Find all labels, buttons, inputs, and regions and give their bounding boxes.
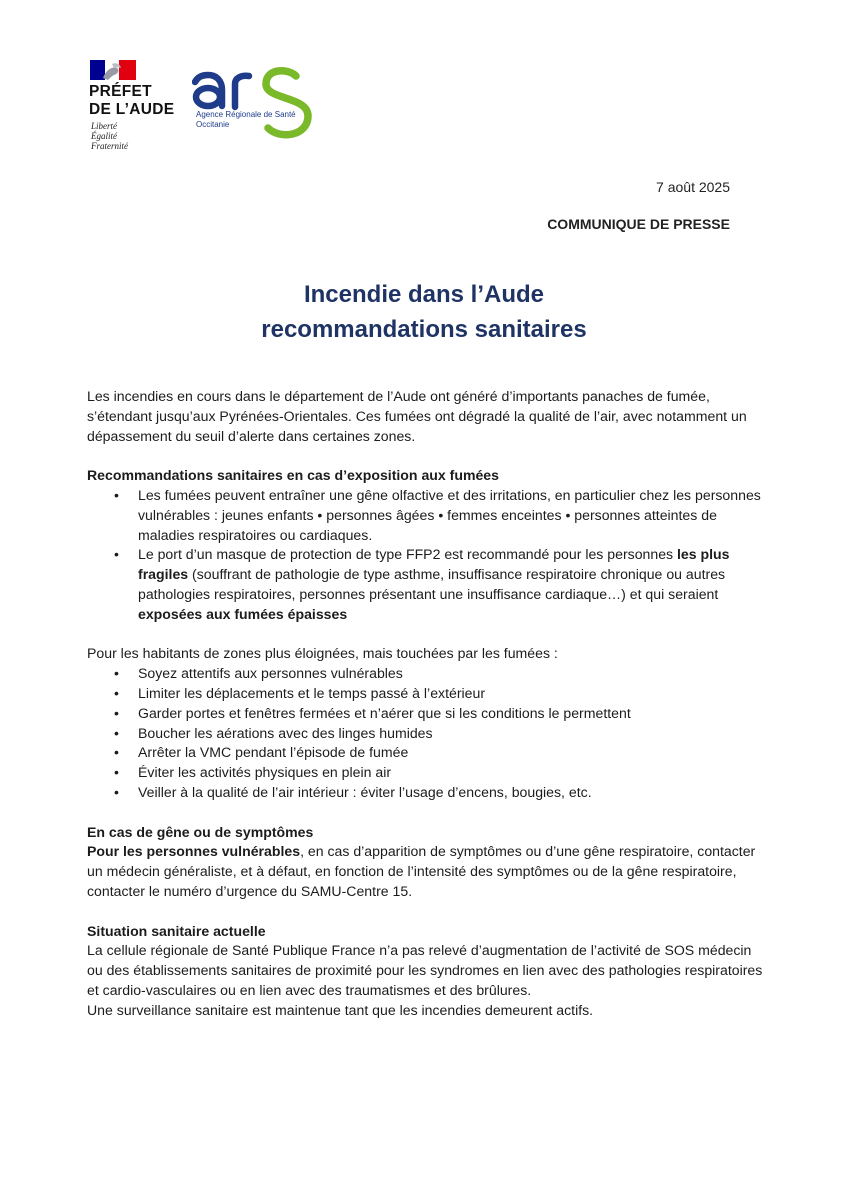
list-item bbox=[87, 486, 767, 545]
list-item-text: Garder portes et fenêtres fermées et n’aérer que si les conditions le permettent bbox=[138, 704, 631, 721]
list-item-emphasis: exposées aux fumées épaisses bbox=[138, 605, 348, 622]
prefet-title-line1: PRÉFET bbox=[89, 83, 152, 100]
list-item bbox=[87, 545, 767, 624]
bullet-icon: • bbox=[114, 546, 119, 563]
list-item bbox=[87, 763, 767, 783]
list-item bbox=[87, 743, 767, 763]
list-item bbox=[87, 704, 767, 724]
bullet-icon: • bbox=[114, 684, 119, 701]
section-heading-health-situation: Situation sanitaire actuelle bbox=[87, 922, 266, 939]
ars-logo bbox=[192, 62, 320, 142]
devise-fraternite: Fraternité bbox=[91, 141, 128, 151]
list-item-text: (souffrant de pathologie de type asthme, insuffisance respiratoire chronique ou autres pathologies respiratoires, personnes présentant une insuffisance cardiaque…) et qui seraient bbox=[138, 566, 726, 602]
press-release-body bbox=[87, 387, 767, 1021]
list-item bbox=[87, 664, 767, 684]
bullet-icon: • bbox=[114, 704, 119, 721]
symptoms-paragraph bbox=[87, 842, 767, 901]
bullet-icon: • bbox=[114, 744, 119, 761]
recommendations-list bbox=[87, 486, 767, 625]
list-item-text: Arrêter la VMC pendant l’épisode de fumée bbox=[138, 744, 409, 761]
ars-region-name: Occitanie bbox=[196, 120, 230, 129]
symptoms-lead: Pour les personnes vulnérables bbox=[87, 843, 301, 860]
list-item bbox=[87, 684, 767, 704]
section-heading-recommendations: Recommandations sanitaires en cas d’exposition aux fumées bbox=[87, 467, 499, 484]
list-item-text: Limiter les déplacements et le temps passé à l’extérieur bbox=[138, 684, 486, 701]
ars-agency-name: Agence Régionale de Santé bbox=[196, 110, 296, 119]
list-item-emphasis: les plus fragiles bbox=[138, 546, 730, 583]
press-release-label: COMMUNIQUE DE PRESSE bbox=[547, 216, 730, 232]
devise-liberte: Liberté bbox=[91, 121, 117, 131]
intro-paragraph: Les incendies en cours dans le département de l’Aude ont généré d’importants panaches de fumée, s’étendant jusqu’aux Pyrénées-Orientales. Ces fumées ont dégradé la qualité de l’air, avec notamment un dépassement du seuil d’alerte dans certaines zones. bbox=[87, 388, 747, 444]
document-title-line1: Incendie dans l’Aude bbox=[303, 281, 545, 308]
list-item-text: Les fumées peuvent entraîner une gêne olfactive et des irritations, en particulier chez les personnes vulnérables : jeunes enfants • personnes âgées • femmes enceintes • personnes atteintes de maladies respiratoires ou cardiaques. bbox=[138, 486, 761, 543]
devise-egalite: Égalité bbox=[91, 131, 117, 141]
marianne-logo bbox=[90, 60, 136, 80]
list-item-text: Veiller à la qualité de l’air intérieur : éviter l’usage d’encens, bougies, etc. bbox=[138, 783, 592, 800]
health-situation-paragraph: La cellule régionale de Santé Publique France n’a pas relevé d’augmentation de l’activité de SOS médecin ou des établissements sanitaires de proximité pour les syndromes en lien avec des pathologies respiratoires et cardio-vasculaires ou en lien avec des traumatismes et des brûlures. bbox=[87, 942, 763, 998]
symptoms-text: , en cas d’apparition de symptômes ou d’une gêne respiratoire, contacter un médecin généraliste, et à défaut, en fonction de l’intensité des symptômes ou de la gêne respiratoire, contacter le numéro d’urgence du SAMU-Centre 15. bbox=[87, 843, 756, 899]
list-item bbox=[87, 783, 767, 803]
bullet-icon: • bbox=[114, 665, 119, 682]
list-item-text: Éviter les activités physiques en plein air bbox=[138, 764, 392, 781]
section-heading-symptoms: En cas de gêne ou de symptômes bbox=[87, 823, 314, 840]
bullet-icon: • bbox=[114, 783, 119, 800]
distant-zones-list bbox=[87, 664, 767, 803]
list-item-text: Le port d’un masque de protection de type FFP2 est recommandé pour les personnes bbox=[138, 546, 678, 563]
bullet-icon: • bbox=[114, 486, 119, 503]
list-item bbox=[87, 724, 767, 744]
bullet-icon: • bbox=[114, 764, 119, 781]
press-date: 7 août 2025 bbox=[656, 179, 730, 195]
prefet-title-line2: DE L’AUDE bbox=[89, 101, 175, 118]
document-title-line2: recommandations sanitaires bbox=[261, 316, 587, 343]
list-item-text: Soyez attentifs aux personnes vulnérables bbox=[138, 665, 403, 682]
surveillance-paragraph: Une surveillance sanitaire est maintenue tant que les incendies demeurent actifs. bbox=[87, 1001, 594, 1018]
section-intro-distant-zones: Pour les habitants de zones plus éloignées, mais touchées par les fumées : bbox=[87, 645, 558, 662]
bullet-icon: • bbox=[114, 724, 119, 741]
list-item-text: Boucher les aérations avec des linges humides bbox=[138, 724, 433, 741]
